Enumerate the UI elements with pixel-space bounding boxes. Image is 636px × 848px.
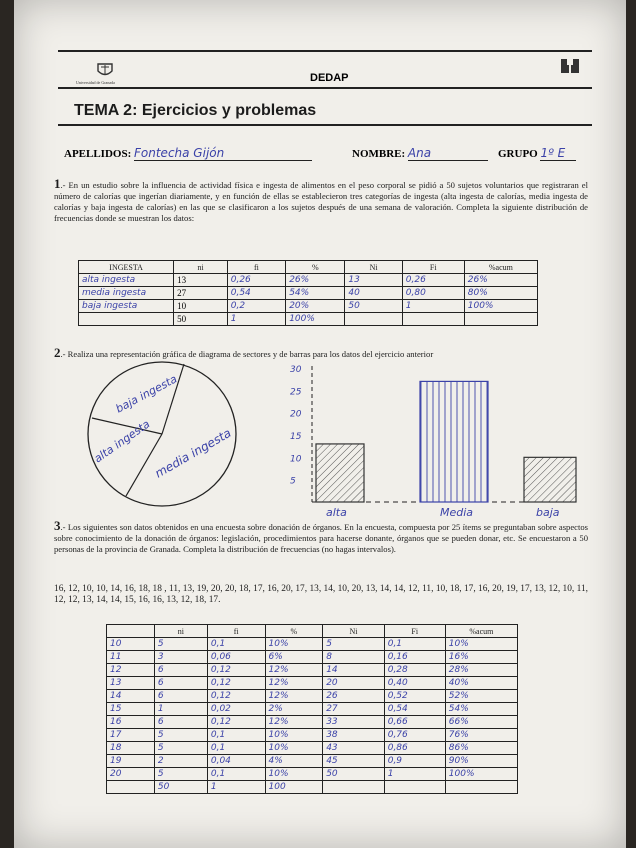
- table-cell: 12%: [265, 716, 323, 729]
- table-cell: 0,40: [384, 677, 445, 690]
- table-cell: 13: [107, 677, 155, 690]
- table-cell: 0,66: [384, 716, 445, 729]
- table-cell: 13: [174, 274, 228, 287]
- worksheet-page: [14, 0, 626, 848]
- nombre-label: NOMBRE:: [352, 148, 406, 160]
- ingesta-header-cell: Ni: [345, 261, 402, 274]
- bar-alta: [316, 444, 364, 502]
- table-cell: 3: [154, 651, 207, 664]
- table-cell: 0,16: [384, 651, 445, 664]
- ingesta-header-cell: %acum: [464, 261, 537, 274]
- table-cell: 0,26: [402, 274, 464, 287]
- table-cell: 0,02: [207, 703, 265, 716]
- table-cell: [445, 781, 517, 794]
- header-rule: [58, 87, 592, 89]
- bar-label: baja: [536, 506, 560, 519]
- table-cell: alta ingesta: [79, 274, 174, 287]
- table-row: [107, 742, 518, 755]
- table-cell: 100%: [464, 300, 537, 313]
- table-cell: 2%: [265, 703, 323, 716]
- table-cell: 0,1: [384, 638, 445, 651]
- table-cell: 10: [107, 638, 155, 651]
- table-cell: 10%: [265, 729, 323, 742]
- title-rule: [58, 124, 592, 126]
- university-name: Universidad de Granada: [76, 80, 115, 85]
- table-cell: [107, 781, 155, 794]
- grupo-label: GRUPO: [498, 148, 538, 160]
- table-cell: 14: [107, 690, 155, 703]
- table-cell: 19: [107, 755, 155, 768]
- donation-header-row: [107, 625, 518, 638]
- table-cell: 0,2: [227, 300, 285, 313]
- table-cell: 1: [207, 781, 265, 794]
- donation-header-cell: %: [265, 625, 323, 638]
- table-cell: [323, 781, 385, 794]
- donation-header-cell: Fi: [384, 625, 445, 638]
- table-cell: [384, 781, 445, 794]
- table-cell: 27: [323, 703, 385, 716]
- exercise-1-number: 1: [54, 176, 61, 191]
- table-row: [107, 651, 518, 664]
- table-row: [107, 768, 518, 781]
- table-cell: 5: [323, 638, 385, 651]
- table-cell: 8: [323, 651, 385, 664]
- table-cell: 0,12: [207, 677, 265, 690]
- department-logo-icon: [560, 56, 580, 76]
- table-row: [79, 300, 538, 313]
- table-cell: 1: [384, 768, 445, 781]
- table-cell: 12%: [265, 690, 323, 703]
- table-cell: 20: [323, 677, 385, 690]
- table-cell: 12: [107, 664, 155, 677]
- donation-header-cell: [107, 625, 155, 638]
- exercise-2-statement: .- Realiza una representación gráfica de diagrama de sectores y de barras para los datos del ejercicio anterior: [60, 349, 434, 359]
- ingesta-header-cell: %: [286, 261, 345, 274]
- table-cell: 10: [174, 300, 228, 313]
- bar-label: Media: [440, 506, 474, 519]
- table-row: [107, 781, 518, 794]
- table-cell: 54%: [445, 703, 517, 716]
- bar-media: [420, 381, 488, 502]
- y-tick-label: 20: [290, 409, 302, 420]
- table-cell: 17: [107, 729, 155, 742]
- exercise-3-data: 16, 12, 10, 10, 14, 16, 18, 18 , 11, 13, 19, 20, 20, 18, 17, 16, 20, 17, 13, 14, 10, 20, 13, 14, 14, 12, 11, 10, 18, 17, 16, 20, 19, 17, 13, 12, 10, 11, 12, 12, 13, 14, 14, 15, 16, 16, 13, 12, 18, 17.: [54, 584, 588, 605]
- table-cell: 100%: [445, 768, 517, 781]
- table-cell: 11: [107, 651, 155, 664]
- ingesta-header-cell: Fi: [402, 261, 464, 274]
- table-cell: 2: [154, 755, 207, 768]
- table-cell: 40: [345, 287, 402, 300]
- table-cell: 0,1: [207, 729, 265, 742]
- exercise-1-text: [54, 178, 588, 224]
- table-cell: 80%: [464, 287, 537, 300]
- table-cell: 0,12: [207, 690, 265, 703]
- table-cell: 0,26: [227, 274, 285, 287]
- pie-label-media: media ingesta: [152, 425, 234, 481]
- table-cell: 5: [154, 729, 207, 742]
- table-cell: 0,86: [384, 742, 445, 755]
- y-tick-label: 10: [290, 454, 302, 465]
- donation-header-cell: ni: [154, 625, 207, 638]
- table-cell: [402, 313, 464, 326]
- table-cell: 33: [323, 716, 385, 729]
- table-cell: 0,9: [384, 755, 445, 768]
- table-cell: 12%: [265, 677, 323, 690]
- table-cell: 0,54: [227, 287, 285, 300]
- grupo-value: 1º E: [540, 146, 576, 161]
- grupo-field: [498, 146, 576, 161]
- department-label: DEDAP: [310, 72, 349, 84]
- table-cell: 86%: [445, 742, 517, 755]
- pie-label-baja: baja ingesta: [113, 372, 180, 416]
- apellidos-value: Fontecha Gijón: [134, 146, 312, 161]
- table-cell: 10%: [265, 768, 323, 781]
- table-cell: 0,06: [207, 651, 265, 664]
- donation-frequency-table: [106, 624, 518, 794]
- y-tick-label: 30: [290, 365, 302, 375]
- pie-label-alta: alta ingesta: [91, 417, 153, 466]
- table-cell: 0,80: [402, 287, 464, 300]
- y-tick-label: 5: [290, 476, 296, 487]
- table-cell: 0,54: [384, 703, 445, 716]
- ingesta-header-cell: ni: [174, 261, 228, 274]
- table-cell: 6%: [265, 651, 323, 664]
- table-cell: 100%: [286, 313, 345, 326]
- table-cell: [345, 313, 402, 326]
- table-cell: 90%: [445, 755, 517, 768]
- table-cell: 40%: [445, 677, 517, 690]
- table-cell: 6: [154, 677, 207, 690]
- exercise-2-text: [54, 347, 588, 360]
- table-cell: [464, 313, 537, 326]
- donation-header-cell: %acum: [445, 625, 517, 638]
- table-cell: 6: [154, 716, 207, 729]
- bar-label: alta: [326, 506, 347, 519]
- table-cell: 10%: [265, 742, 323, 755]
- apellidos-field: [64, 146, 312, 161]
- table-cell: 1: [227, 313, 285, 326]
- table-cell: 5: [154, 742, 207, 755]
- table-cell: 0,76: [384, 729, 445, 742]
- table-cell: 28%: [445, 664, 517, 677]
- ingesta-header-row: [79, 261, 538, 274]
- table-cell: 54%: [286, 287, 345, 300]
- table-cell: 45: [323, 755, 385, 768]
- table-cell: 1: [402, 300, 464, 313]
- table-cell: [79, 313, 174, 326]
- exercise-3-statement: .- Los siguientes son datos obtenidos en una encuesta sobre donación de órganos. En la encuesta, compuesta por 25 ítems se preguntaban sobre aspectos sobre conocimiento de la donación de órganos: legislación, procedimientos para hacerse donante, órganos que se pueden donar, etc. Se encuestaron a 50 personas de la provincia de Granada. Completa la distribución de frecuencias (no hagas intervalos).: [54, 522, 588, 554]
- pie-chart: [74, 360, 242, 510]
- exercise-2-number: 2: [54, 345, 61, 360]
- table-cell: 5: [154, 768, 207, 781]
- table-cell: 13: [345, 274, 402, 287]
- ingesta-frequency-table: [78, 260, 538, 326]
- table-cell: 12%: [265, 664, 323, 677]
- nombre-value: Ana: [408, 146, 488, 161]
- table-cell: 0,1: [207, 638, 265, 651]
- table-cell: 26%: [464, 274, 537, 287]
- table-cell: 18: [107, 742, 155, 755]
- table-cell: 0,04: [207, 755, 265, 768]
- table-cell: 4%: [265, 755, 323, 768]
- table-cell: 50: [174, 313, 228, 326]
- ingesta-header-cell: INGESTA: [79, 261, 174, 274]
- table-cell: 0,1: [207, 768, 265, 781]
- exercise-1-statement: .- En un estudio sobre la influencia de actividad física e ingesta de alimentos en el peso corporal se pidió a 50 sujetos voluntarios que registraran el número de calorías que ingerían diariamente, y en función de ellas se establecieron tres categorías de ingesta (alta ingesta de calorías, media ingesta de calorías y baja ingesta de calorías) en las que se clasificaron a los sujetos después de una semana de valoración. Completa la siguiente distribución de frecuencias donde se muestran los datos:: [54, 180, 588, 223]
- exercise-3-text: [54, 520, 588, 555]
- table-cell: 10%: [445, 638, 517, 651]
- table-row: [107, 638, 518, 651]
- page-title: TEMA 2: Ejercicios y problemas: [74, 102, 317, 119]
- university-crest-icon: [96, 62, 114, 78]
- table-cell: 0,12: [207, 716, 265, 729]
- table-cell: 50: [154, 781, 207, 794]
- donation-header-cell: fi: [207, 625, 265, 638]
- table-cell: 5: [154, 638, 207, 651]
- table-cell: 50: [323, 768, 385, 781]
- table-row: [107, 690, 518, 703]
- table-row: [107, 677, 518, 690]
- nombre-field: [352, 146, 488, 161]
- table-cell: 16: [107, 716, 155, 729]
- table-row: [79, 287, 538, 300]
- table-cell: 66%: [445, 716, 517, 729]
- top-rule: [58, 50, 592, 52]
- table-cell: 15: [107, 703, 155, 716]
- table-cell: media ingesta: [79, 287, 174, 300]
- donation-header-cell: Ni: [323, 625, 385, 638]
- table-cell: 100: [265, 781, 323, 794]
- table-cell: 20%: [286, 300, 345, 313]
- pie-divider-alta-media: [126, 434, 162, 496]
- table-row: [107, 716, 518, 729]
- table-cell: baja ingesta: [79, 300, 174, 313]
- table-cell: 27: [174, 287, 228, 300]
- table-cell: 16%: [445, 651, 517, 664]
- bar-chart: [280, 360, 580, 520]
- table-cell: 0,52: [384, 690, 445, 703]
- apellidos-label: APELLIDOS:: [64, 148, 132, 160]
- table-cell: 38: [323, 729, 385, 742]
- table-cell: 76%: [445, 729, 517, 742]
- table-cell: 50: [345, 300, 402, 313]
- table-cell: 0,28: [384, 664, 445, 677]
- table-cell: 6: [154, 664, 207, 677]
- table-cell: 6: [154, 690, 207, 703]
- table-cell: 26%: [286, 274, 345, 287]
- table-row: [107, 755, 518, 768]
- table-cell: 14: [323, 664, 385, 677]
- table-row: [79, 274, 538, 287]
- exercise-3-number: 3: [54, 518, 61, 533]
- table-cell: 0,12: [207, 664, 265, 677]
- y-tick-label: 25: [290, 387, 302, 398]
- bar-baja: [524, 457, 576, 502]
- table-cell: 10%: [265, 638, 323, 651]
- ingesta-header-cell: fi: [227, 261, 285, 274]
- y-tick-label: 15: [290, 432, 302, 442]
- table-cell: 20: [107, 768, 155, 781]
- table-row: [107, 703, 518, 716]
- table-row: [107, 729, 518, 742]
- table-cell: 0,1: [207, 742, 265, 755]
- table-cell: 1: [154, 703, 207, 716]
- table-row: [107, 664, 518, 677]
- table-row: [79, 313, 538, 326]
- table-cell: 43: [323, 742, 385, 755]
- table-cell: 52%: [445, 690, 517, 703]
- table-cell: 26: [323, 690, 385, 703]
